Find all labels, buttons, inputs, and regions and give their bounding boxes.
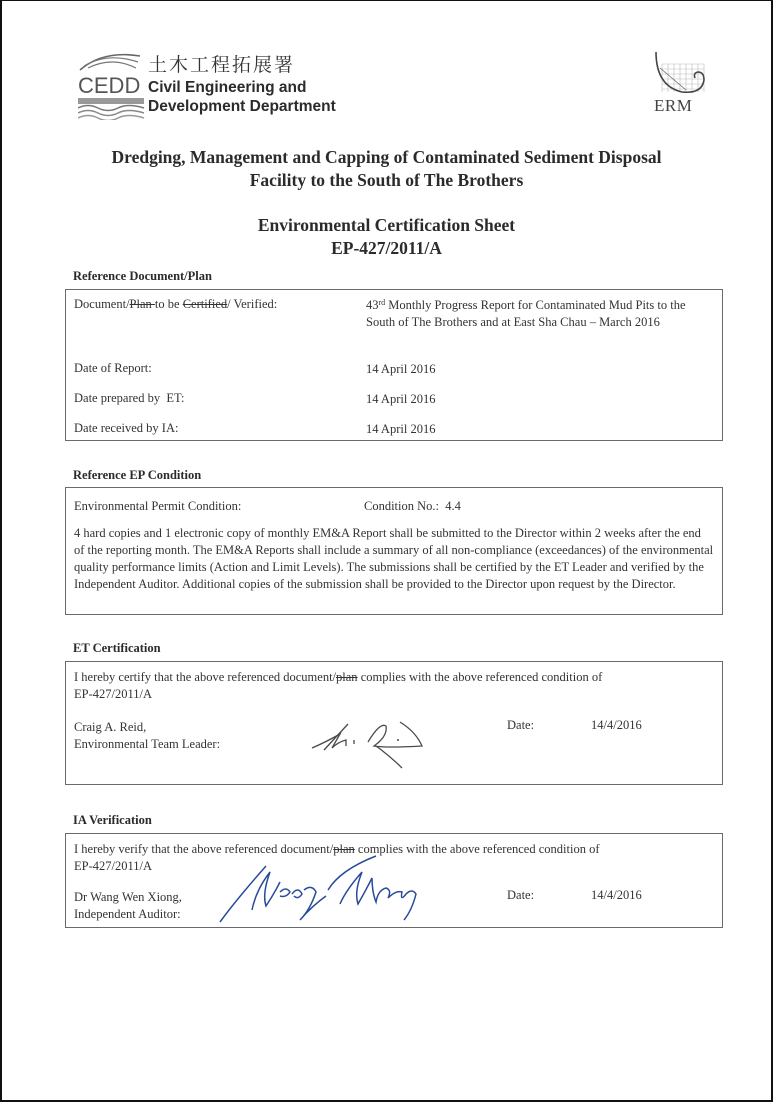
project-title-line2: Facility to the South of The Brothers xyxy=(249,170,524,190)
reference-ep-condition-box xyxy=(65,487,723,615)
project-title-line1: Dredging, Management and Capping of Contaminated Sediment Disposal xyxy=(111,147,662,167)
date-prepared-value: 14 April 2016 xyxy=(366,392,436,406)
ia-date-label: Date: xyxy=(507,888,535,902)
et-statement: I hereby certify that the above referenced document/plan complies with the above referenced condition of EP-427/2011/A xyxy=(74,670,603,701)
ia-signatory xyxy=(74,889,182,923)
cedd-abbreviation: CEDD xyxy=(78,73,141,98)
document-value: 43rd Monthly Progress Report for Contaminated Mud Pits to the South of The Brothers and at East Sha Chau – March 2016 xyxy=(366,298,686,329)
condition-number: Condition No.: 4.4 xyxy=(364,499,461,513)
project-title xyxy=(40,146,733,192)
et-date-value: 14/4/2016 xyxy=(591,718,642,732)
et-signatory xyxy=(74,719,220,753)
ep-number: EP-427/2011/A xyxy=(331,238,442,258)
cedd-logo xyxy=(78,48,368,120)
reference-ep-condition-heading: Reference EP Condition xyxy=(73,468,202,482)
ia-verification-heading: IA Verification xyxy=(73,813,152,827)
ia-ep-number: EP-427/2011/A xyxy=(74,859,153,873)
cedd-english-name-line1: Civil Engineering and xyxy=(148,79,307,96)
cedd-chinese-name: 土木工程拓展署 xyxy=(148,54,296,76)
ia-statement: I hereby verify that the above referenced document/plan complies with the above referenced condition of EP-427/2011/A xyxy=(74,842,600,873)
et-certification-box xyxy=(65,661,723,785)
sheet-title-text: Environmental Certification Sheet xyxy=(257,215,516,235)
reference-document-box xyxy=(65,289,723,441)
erm-logo xyxy=(648,50,708,120)
reference-document-heading: Reference Document/Plan xyxy=(73,269,212,283)
sheet-title xyxy=(40,214,733,260)
date-of-report-value: 14 April 2016 xyxy=(366,362,436,376)
permit-condition-label: Environmental Permit Condition: xyxy=(74,499,242,513)
ia-verification-box xyxy=(65,833,723,928)
date-received-value: 14 April 2016 xyxy=(366,422,436,436)
et-signatory-title: Environmental Team Leader: xyxy=(74,737,221,751)
ia-signatory-name: Dr Wang Wen Xiong, xyxy=(74,890,182,904)
et-date-label: Date: xyxy=(507,718,535,732)
et-signatory-name: Craig A. Reid, xyxy=(74,720,147,734)
cedd-english-name-line2: Development Department xyxy=(148,98,336,115)
handwritten-signature-icon xyxy=(306,712,446,772)
et-certification-heading: ET Certification xyxy=(73,641,161,655)
ia-date-value: 14/4/2016 xyxy=(591,888,642,902)
ia-signatory-title: Independent Auditor: xyxy=(74,907,181,921)
handwritten-signature-icon xyxy=(216,850,446,926)
date-prepared-label: Date prepared by ET: xyxy=(74,391,185,405)
date-received-label: Date received by IA: xyxy=(74,421,179,435)
condition-text: 4 hard copies and 1 electronic copy of monthly EM&A Report shall be submitted to the Director within 2 weeks after the end of the reporting month. The EM&A Reports shall include a summary of all non-compliance (exceedances) of the environmental quality performance limits (Action and Limit Levels). The submissions shall be certified by the ET Leader and verified by the Independent Auditor. Additional copies of the submission shall be provided to the Director upon request by the Director. xyxy=(74,526,714,591)
et-ep-number: EP-427/2011/A xyxy=(74,687,153,701)
document-label: Document/Plan to be Certified/ Verified: xyxy=(74,297,278,311)
date-of-report-label: Date of Report: xyxy=(74,361,152,375)
erm-spiral-grid-logo-icon xyxy=(648,50,708,98)
erm-name: ERM xyxy=(654,96,693,115)
